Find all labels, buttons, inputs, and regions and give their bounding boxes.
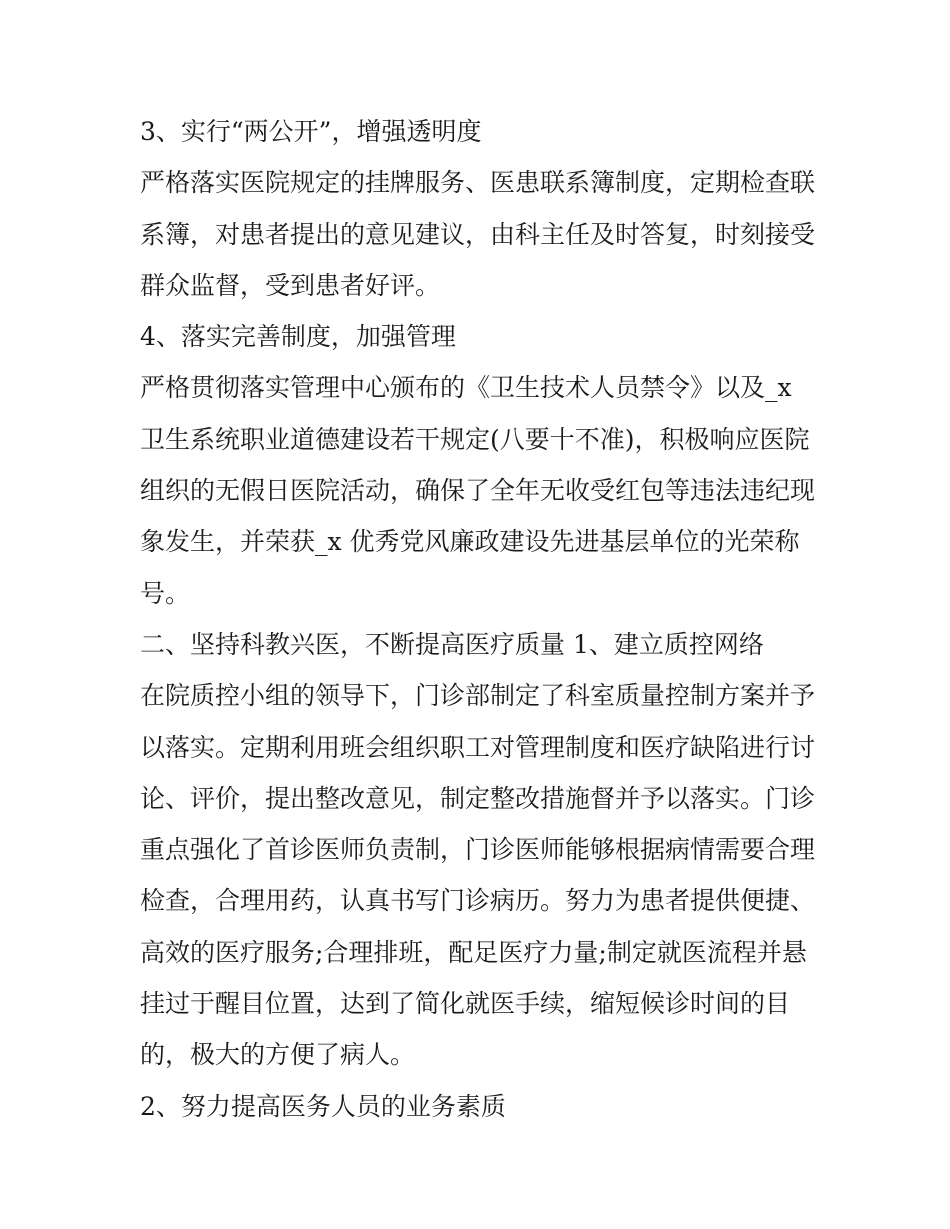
paragraph-line: 挂过于醒目位置，达到了简化就医手续，缩短候诊时间的目 (140, 989, 791, 1019)
paragraph-line: 组织的无假日医院活动，确保了全年无收受红包等违法违纪现 (140, 476, 816, 506)
paragraph-line: 检查，合理用药，认真书写门诊病历。努力为患者提供便捷、 (140, 886, 816, 916)
paragraph-line: 严格落实医院规定的挂牌服务、医患联系簿制度，定期检查联 (140, 168, 816, 198)
paragraph-line: 高效的医疗服务;合理排班，配足医疗力量;制定就医流程并悬 (140, 937, 807, 967)
section-heading-improve-system: 4、落实完善制度，加强管理 (140, 322, 456, 352)
section-heading-staff-quality: 2、努力提高医务人员的业务素质 (140, 1091, 506, 1121)
paragraph-line: 在院质控小组的领导下，门诊部制定了科室质量控制方案并予 (140, 681, 816, 711)
section-heading-quality: 二、坚持科教兴医，不断提高医疗质量 1、建立质控网络 (140, 629, 764, 659)
paragraph-line: 象发生，并荣获_x 优秀党风廉政建设先进基层单位的光荣称 (140, 527, 800, 557)
paragraph-line: 严格贯彻落实管理中心颁布的《卫生技术人员禁令》以及_x (140, 373, 792, 403)
document-body (140, 106, 820, 1132)
paragraph-line: 号。 (140, 578, 191, 608)
paragraph-line: 群众监督，受到患者好评。 (140, 270, 441, 300)
paragraph-line: 的，极大的方便了病人。 (140, 1040, 416, 1070)
paragraph-line: 重点强化了首诊医师负责制，门诊医师能够根据病情需要合理 (140, 835, 816, 865)
section-heading-two-disclosures: 3、实行“两公开”，增强透明度 (140, 117, 482, 146)
paragraph-line: 卫生系统职业道德建设若干规定(八要十不准)，积极响应医院 (140, 424, 810, 454)
paragraph-line: 以落实。定期利用班会组织职工对管理制度和医疗缺陷进行讨 (140, 732, 816, 762)
paragraph-line: 论、评价，提出整改意见，制定整改措施督并予以落实。门诊 (140, 783, 816, 813)
paragraph-line: 系簿，对患者提出的意见建议，由科主任及时答复，时刻接受 (140, 219, 816, 249)
